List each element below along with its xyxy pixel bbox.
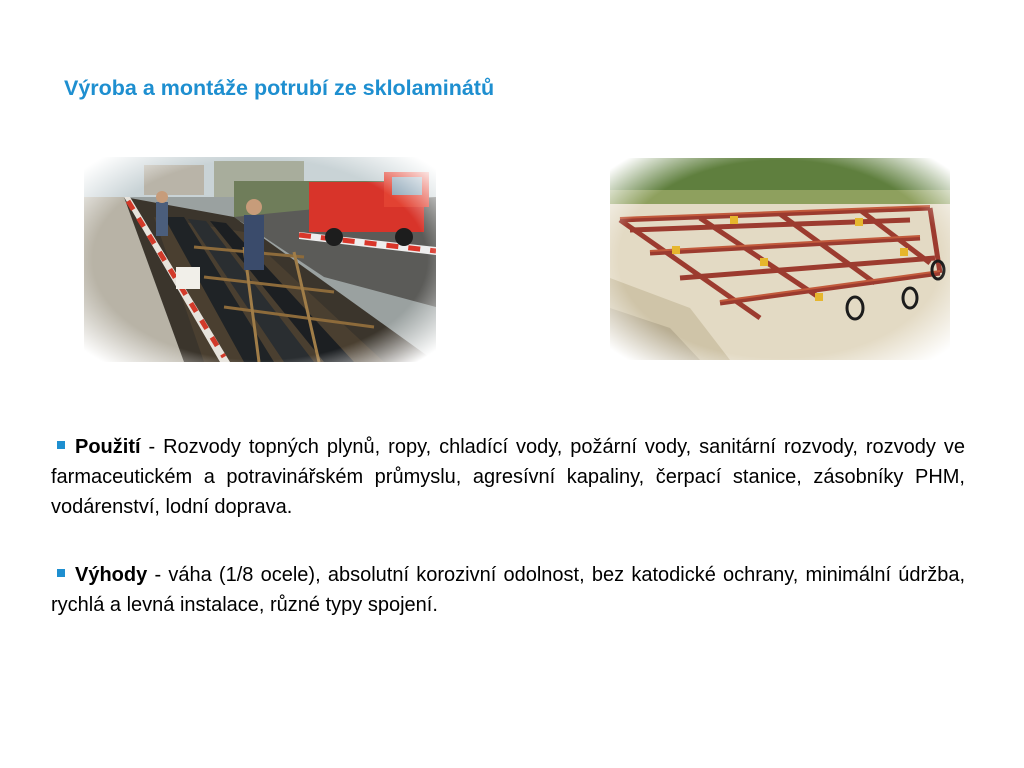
slide-title: Výroba a montáže potrubí ze sklolaminátů — [64, 76, 495, 100]
bullet-list — [51, 432, 965, 658]
bullet-term: Výhody — [75, 564, 148, 586]
trench-pipe-installation-photo — [84, 157, 436, 362]
bullet-text: - váha (1/8 ocele), absolutní korozivní odolnost, bez katodické ochrany, minimální údržba, rychlá a levná instalace, různé typy spojení. — [51, 564, 965, 616]
bullet-term: Použití — [75, 436, 141, 458]
bullet-vyhody — [51, 560, 965, 620]
bullet-text: - Rozvody topných plynů, ropy, chladící vody, požární vody, sanitární rozvody, rozvody ve farmaceutickém a potravinářském průmyslu, agresívní kapaliny, čerpací stanice, zásobníky PHM, vodárenství, lodní doprava. — [51, 436, 965, 518]
square-bullet-icon — [57, 569, 65, 577]
bullet-pouziti — [51, 432, 965, 522]
square-bullet-icon — [57, 441, 65, 449]
pipe-network-installation-photo — [610, 158, 950, 360]
